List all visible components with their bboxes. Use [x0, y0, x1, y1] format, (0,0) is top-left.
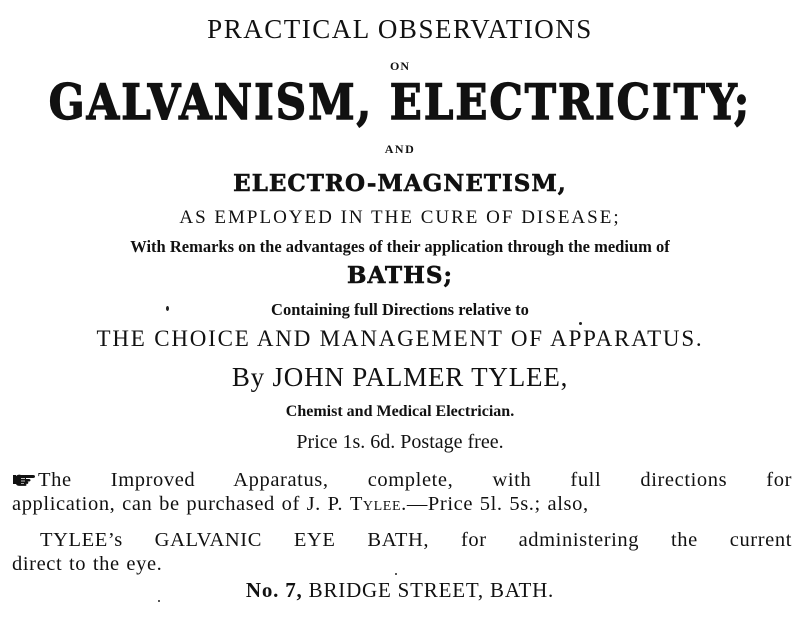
eyebath-line-1: TYLEE’s GALVANIC EYE BATH, for administering the current — [40, 529, 792, 551]
apparatus-paragraph — [12, 468, 792, 516]
eyebath-paragraph — [12, 528, 792, 576]
eyebath-line-2: direct to the eye. — [12, 553, 163, 575]
author-line: By JOHN PALMER TYLEE, — [231, 362, 569, 392]
choice-line: THE CHOICE AND MANAGEMENT OF APPARATUS. — [96, 326, 704, 351]
address-line — [0, 580, 800, 601]
price-line: Price 1s. 6d. Postage free. — [296, 431, 504, 453]
ink-speck — [579, 322, 582, 325]
remarks-line: With Remarks on the advantages of their application through the medium of — [130, 237, 670, 256]
apparatus-line-1: The Improved Apparatus, complete, with full directions for — [38, 469, 792, 491]
heading-subject: GALVANISM, ELECTRICITY; — [48, 74, 752, 131]
baths-line: BATHS; — [347, 262, 453, 289]
address-street: BRIDGE STREET, BATH. — [302, 578, 555, 602]
ink-speck — [166, 306, 169, 311]
heading-title: PRACTICAL OBSERVATIONS — [207, 14, 593, 44]
author-title: Chemist and Medical Electrician. — [285, 403, 515, 420]
apparatus-line-2b: .—Price 5l. 5s.; also, — [401, 493, 589, 515]
ink-speck — [158, 600, 160, 602]
ink-speck — [395, 573, 397, 575]
address-number: No. 7, — [245, 578, 303, 602]
heading-on: ON — [390, 59, 410, 73]
pointing-hand-icon — [12, 471, 36, 487]
containing-line: Containing full Directions relative to — [271, 300, 529, 319]
heading-and: AND — [384, 142, 416, 156]
apparatus-line-2a: application, can be purchased of J. P. — [12, 493, 350, 515]
employed-line: AS EMPLOYED IN THE CURE OF DISEASE; — [179, 207, 621, 228]
apparatus-line-2-name: Tylee — [349, 493, 402, 515]
heading-subject-2: ELECTRO-MAGNETISM, — [233, 170, 567, 197]
